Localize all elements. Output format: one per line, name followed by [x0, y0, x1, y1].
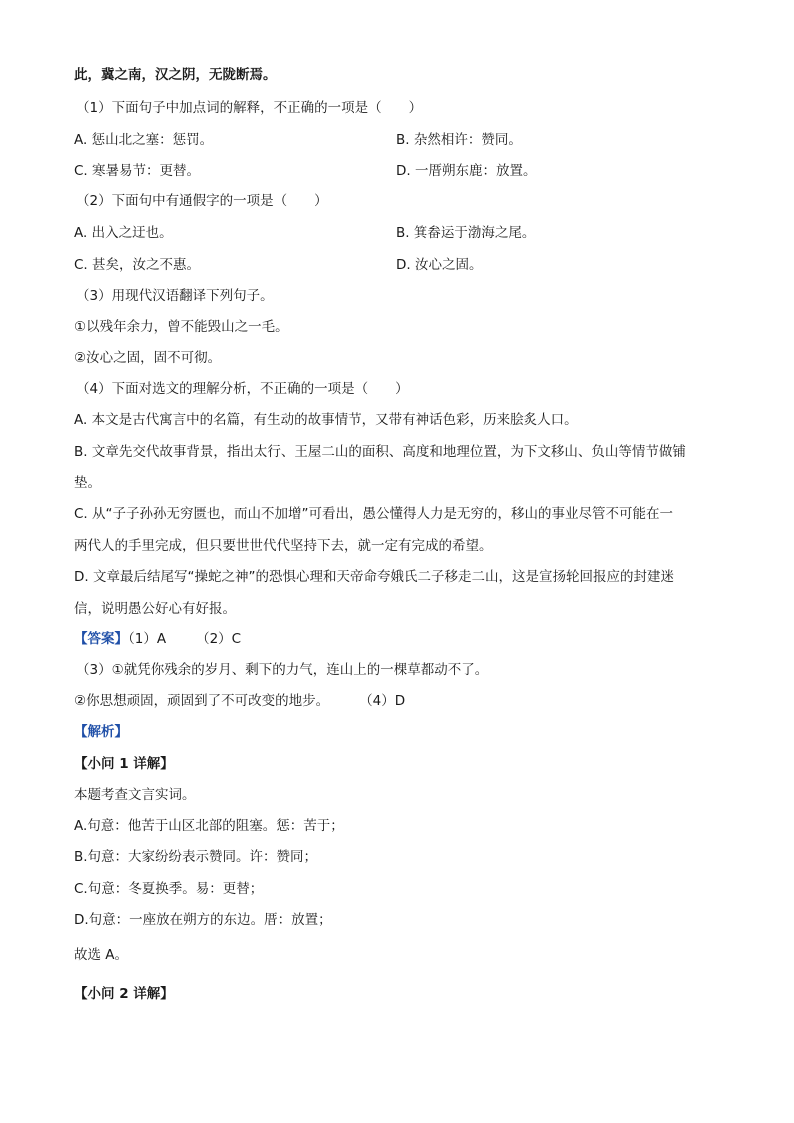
sub-question-1-heading: 【小问 1 详解】: [74, 756, 174, 772]
q4-option-d-line2: 信，说明愚公好心有好报。: [74, 601, 236, 617]
answer-label: 【答案】: [74, 631, 128, 647]
q1-stem: （1）下面句子中加点词的解释，不正确的一项是（ ）: [76, 100, 423, 116]
answer-part-3a: （3）①就凭你残余的岁月、剩下的力气，连山上的一棵草都动不了。: [76, 662, 489, 678]
q3-stem: （3）用现代汉语翻译下列句子。: [76, 288, 274, 304]
analysis-label: 【解析】: [74, 724, 128, 740]
q3-sentence-2: ②汝心之固，固不可彻。: [74, 350, 222, 366]
q1-option-b: B. 杂然相许：赞同。: [396, 132, 522, 148]
q2-option-a: A. 出入之迂也。: [74, 225, 173, 241]
q4-option-c-line2: 两代人的手里完成，但只要世世代代坚持下去，就一定有完成的希望。: [74, 538, 493, 554]
q1-option-c: C. 寒暑易节：更替。: [74, 163, 201, 179]
q3-sentence-1: ①以残年余力，曾不能毁山之一毛。: [74, 319, 289, 335]
q4-option-b-line2: 垫。: [74, 475, 101, 491]
q1-option-d: D. 一厝朔东鹿：放置。: [396, 163, 537, 179]
q4-stem: （4）下面对选文的理解分析，不正确的一项是（ ）: [76, 381, 409, 397]
answer-line-3: [74, 692, 712, 710]
q4-option-d-line1: D. 文章最后结尾写“操蛇之神”的恐惧心理和天帝命夸娥氏二子移走二山，这是宣扬轮回报应的封建迷: [74, 569, 674, 585]
q4-option-a: A. 本文是古代寓言中的名篇，有生动的故事情节，又带有神话色彩，历来脍炙人口。: [74, 412, 578, 428]
passage-end-line: 此，冀之南，汉之阴，无陇断焉。: [74, 67, 277, 83]
answer-part-3b: ②你思想顽固，顽固到了不可改变的地步。: [74, 693, 330, 709]
analysis-line-4: C.句意：冬夏换季。易：更替；: [74, 881, 264, 897]
answer-part-1: （1）A: [128, 631, 167, 647]
q4-option-b-line1: B. 文章先交代故事背景，指出太行、王屋二山的面积、高度和地理位置，为下文移山、负山等情节做铺: [74, 444, 686, 460]
q2-option-c: C. 甚矣，汝之不惠。: [74, 257, 201, 273]
analysis-line-6: 故选 A。: [74, 947, 129, 963]
answer-line-1: [74, 630, 712, 648]
q2-option-d: D. 汝心之固。: [396, 257, 483, 273]
q4-option-c-line1: C. 从“子子孙孙无穷匮也，而山不加增”可看出，愚公懂得人力是无穷的，移山的事业尽管不可能在一: [74, 506, 673, 522]
analysis-line-5: D.句意：一座放在朔方的东边。厝：放置；: [74, 912, 332, 928]
q1-option-a: A. 惩山北之塞：惩罚。: [74, 132, 214, 148]
answer-part-4: （4）D: [359, 693, 406, 709]
analysis-line-2: A.句意：他苦于山区北部的阻塞。惩：苦于；: [74, 818, 344, 834]
q2-option-b: B. 箕畚运于渤海之尾。: [396, 225, 536, 241]
analysis-line-1: 本题考查文言实词。: [74, 787, 196, 803]
q2-stem: （2）下面句中有通假字的一项是（ ）: [76, 193, 328, 209]
sub-question-2-heading: 【小问 2 详解】: [74, 986, 174, 1002]
answer-part-2: （2）C: [196, 631, 242, 647]
analysis-line-3: B.句意：大家纷纷表示赞同。许：赞同；: [74, 849, 318, 865]
